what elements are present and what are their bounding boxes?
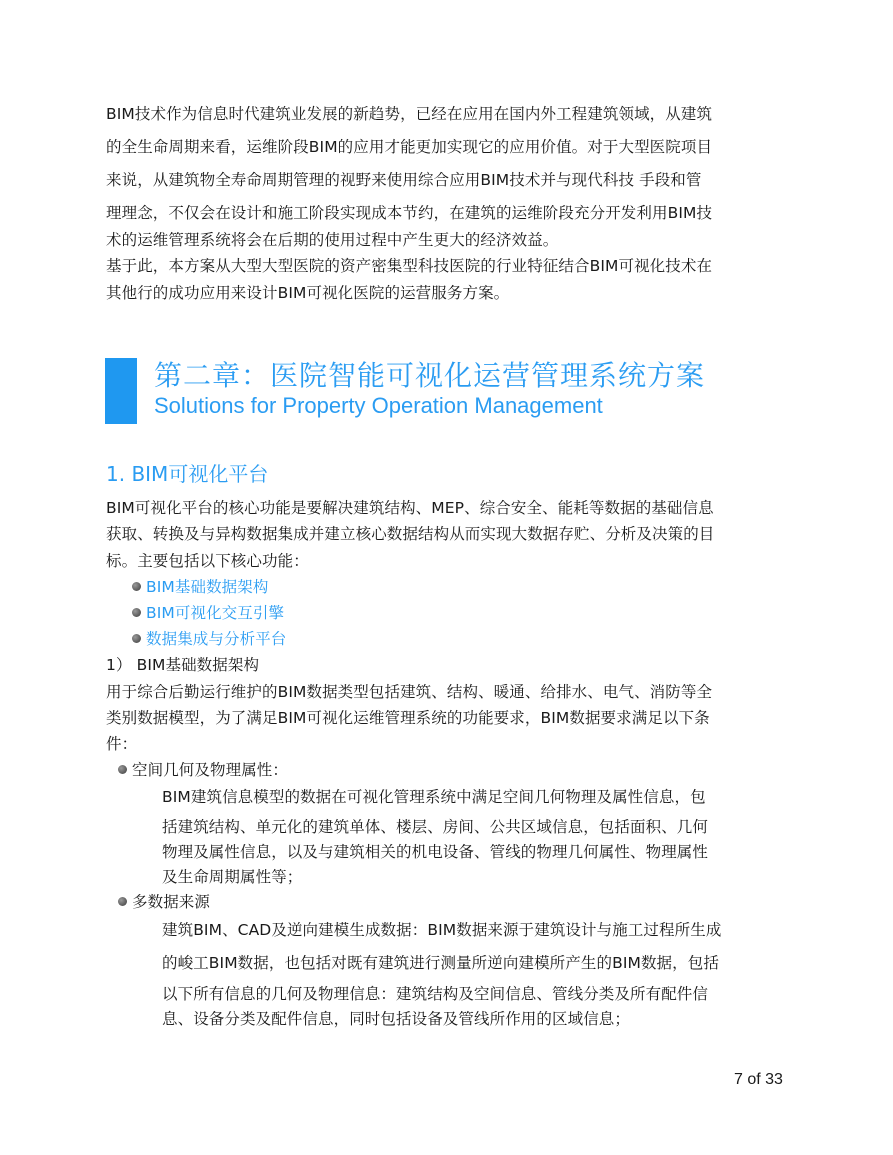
requirement-line: 建筑BIM、CAD及逆向建模生成数据：BIM数据来源于建筑设计与施工过程所生成 xyxy=(162,921,722,939)
sub-line: 类别数据模型，为了满足BIM可视化运维管理系统的功能要求，BIM数据要求满足以下条 xyxy=(106,709,710,727)
requirement-line: 息、设备分类及配件信息，同时包括设备及管线所作用的区域信息； xyxy=(162,1010,631,1028)
bullet-icon xyxy=(132,582,141,591)
requirement-line: 以下所有信息的几何及物理信息：建筑结构及空间信息、管线分类及所有配件信 xyxy=(162,985,709,1003)
chapter-subtitle: Solutions for Property Operation Management xyxy=(154,393,603,418)
intro-line: 术的运维管理系统将会在后期的使用过程中产生更大的经济效益。 xyxy=(106,231,559,249)
requirement-label: 多数据来源 xyxy=(132,893,211,911)
feature-item: 数据集成与分析平台 xyxy=(146,630,287,648)
feature-item: BIM基础数据架构 xyxy=(146,578,269,596)
bullet-icon xyxy=(118,765,127,774)
intro-line: 的全生命周期来看，运维阶段BIM的应用才能更加实现它的应用价值。对于大型医院项目 xyxy=(106,138,713,156)
page-number: 7 of 33 xyxy=(734,1071,783,1088)
intro-line: 其他行的成功应用来设计BIM可视化医院的运营服务方案。 xyxy=(106,284,510,302)
sub-line: 件： xyxy=(106,735,138,753)
sub-heading: 1） BIM基础数据架构 xyxy=(106,656,260,674)
intro-line: 来说，从建筑物全寿命周期管理的视野来使用综合应用BIM技术并与现代科技 手段和管 xyxy=(106,171,702,189)
section-line: 获取、转换及与异构数据集成并建立核心数据结构从而实现大数据存贮、分析及决策的目 xyxy=(106,525,715,543)
sub-line: 用于综合后勤运行维护的BIM数据类型包括建筑、结构、暖通、给排水、电气、消防等全 xyxy=(106,683,713,701)
requirement-label: 空间几何及物理属性： xyxy=(132,761,289,779)
section-title: 1. BIM可视化平台 xyxy=(106,462,269,486)
requirement-line: 及生命周期属性等； xyxy=(162,868,303,886)
intro-line: 基于此，本方案从大型大型医院的资产密集型科技医院的行业特征结合BIM可视化技术在 xyxy=(106,257,713,275)
requirement-line: 括建筑结构、单元化的建筑单体、楼层、房间、公共区域信息，包括面积、几何 xyxy=(162,818,709,836)
requirement-line: 的峻工BIM数据，也包括对既有建筑进行测量所逆向建模所产生的BIM数据，包括 xyxy=(162,954,719,972)
bullet-icon xyxy=(132,634,141,643)
bullet-icon xyxy=(132,608,141,617)
intro-line: 理理念，不仅会在设计和施工阶段实现成本节约，在建筑的运维阶段充分开发利用BIM技 xyxy=(106,204,713,222)
intro-line: BIM技术作为信息时代建筑业发展的新趋势，已经在应用在国内外工程建筑领域，从建筑 xyxy=(106,105,713,123)
chapter-title: 第二章：医院智能可视化运营管理系统方案 xyxy=(154,359,706,392)
section-line: 标。主要包括以下核心功能： xyxy=(106,552,309,570)
section-line: BIM可视化平台的核心功能是要解决建筑结构、MEP、综合安全、能耗等数据的基础信息 xyxy=(106,499,714,517)
bullet-icon xyxy=(118,897,127,906)
chapter-accent-bar xyxy=(105,358,137,424)
requirement-line: BIM建筑信息模型的数据在可视化管理系统中满足空间几何物理及属性信息，包 xyxy=(162,788,706,806)
feature-item: BIM可视化交互引擎 xyxy=(146,604,285,622)
requirement-line: 物理及属性信息，以及与建筑相关的机电设备、管线的物理几何属性、物理属性 xyxy=(162,843,709,861)
